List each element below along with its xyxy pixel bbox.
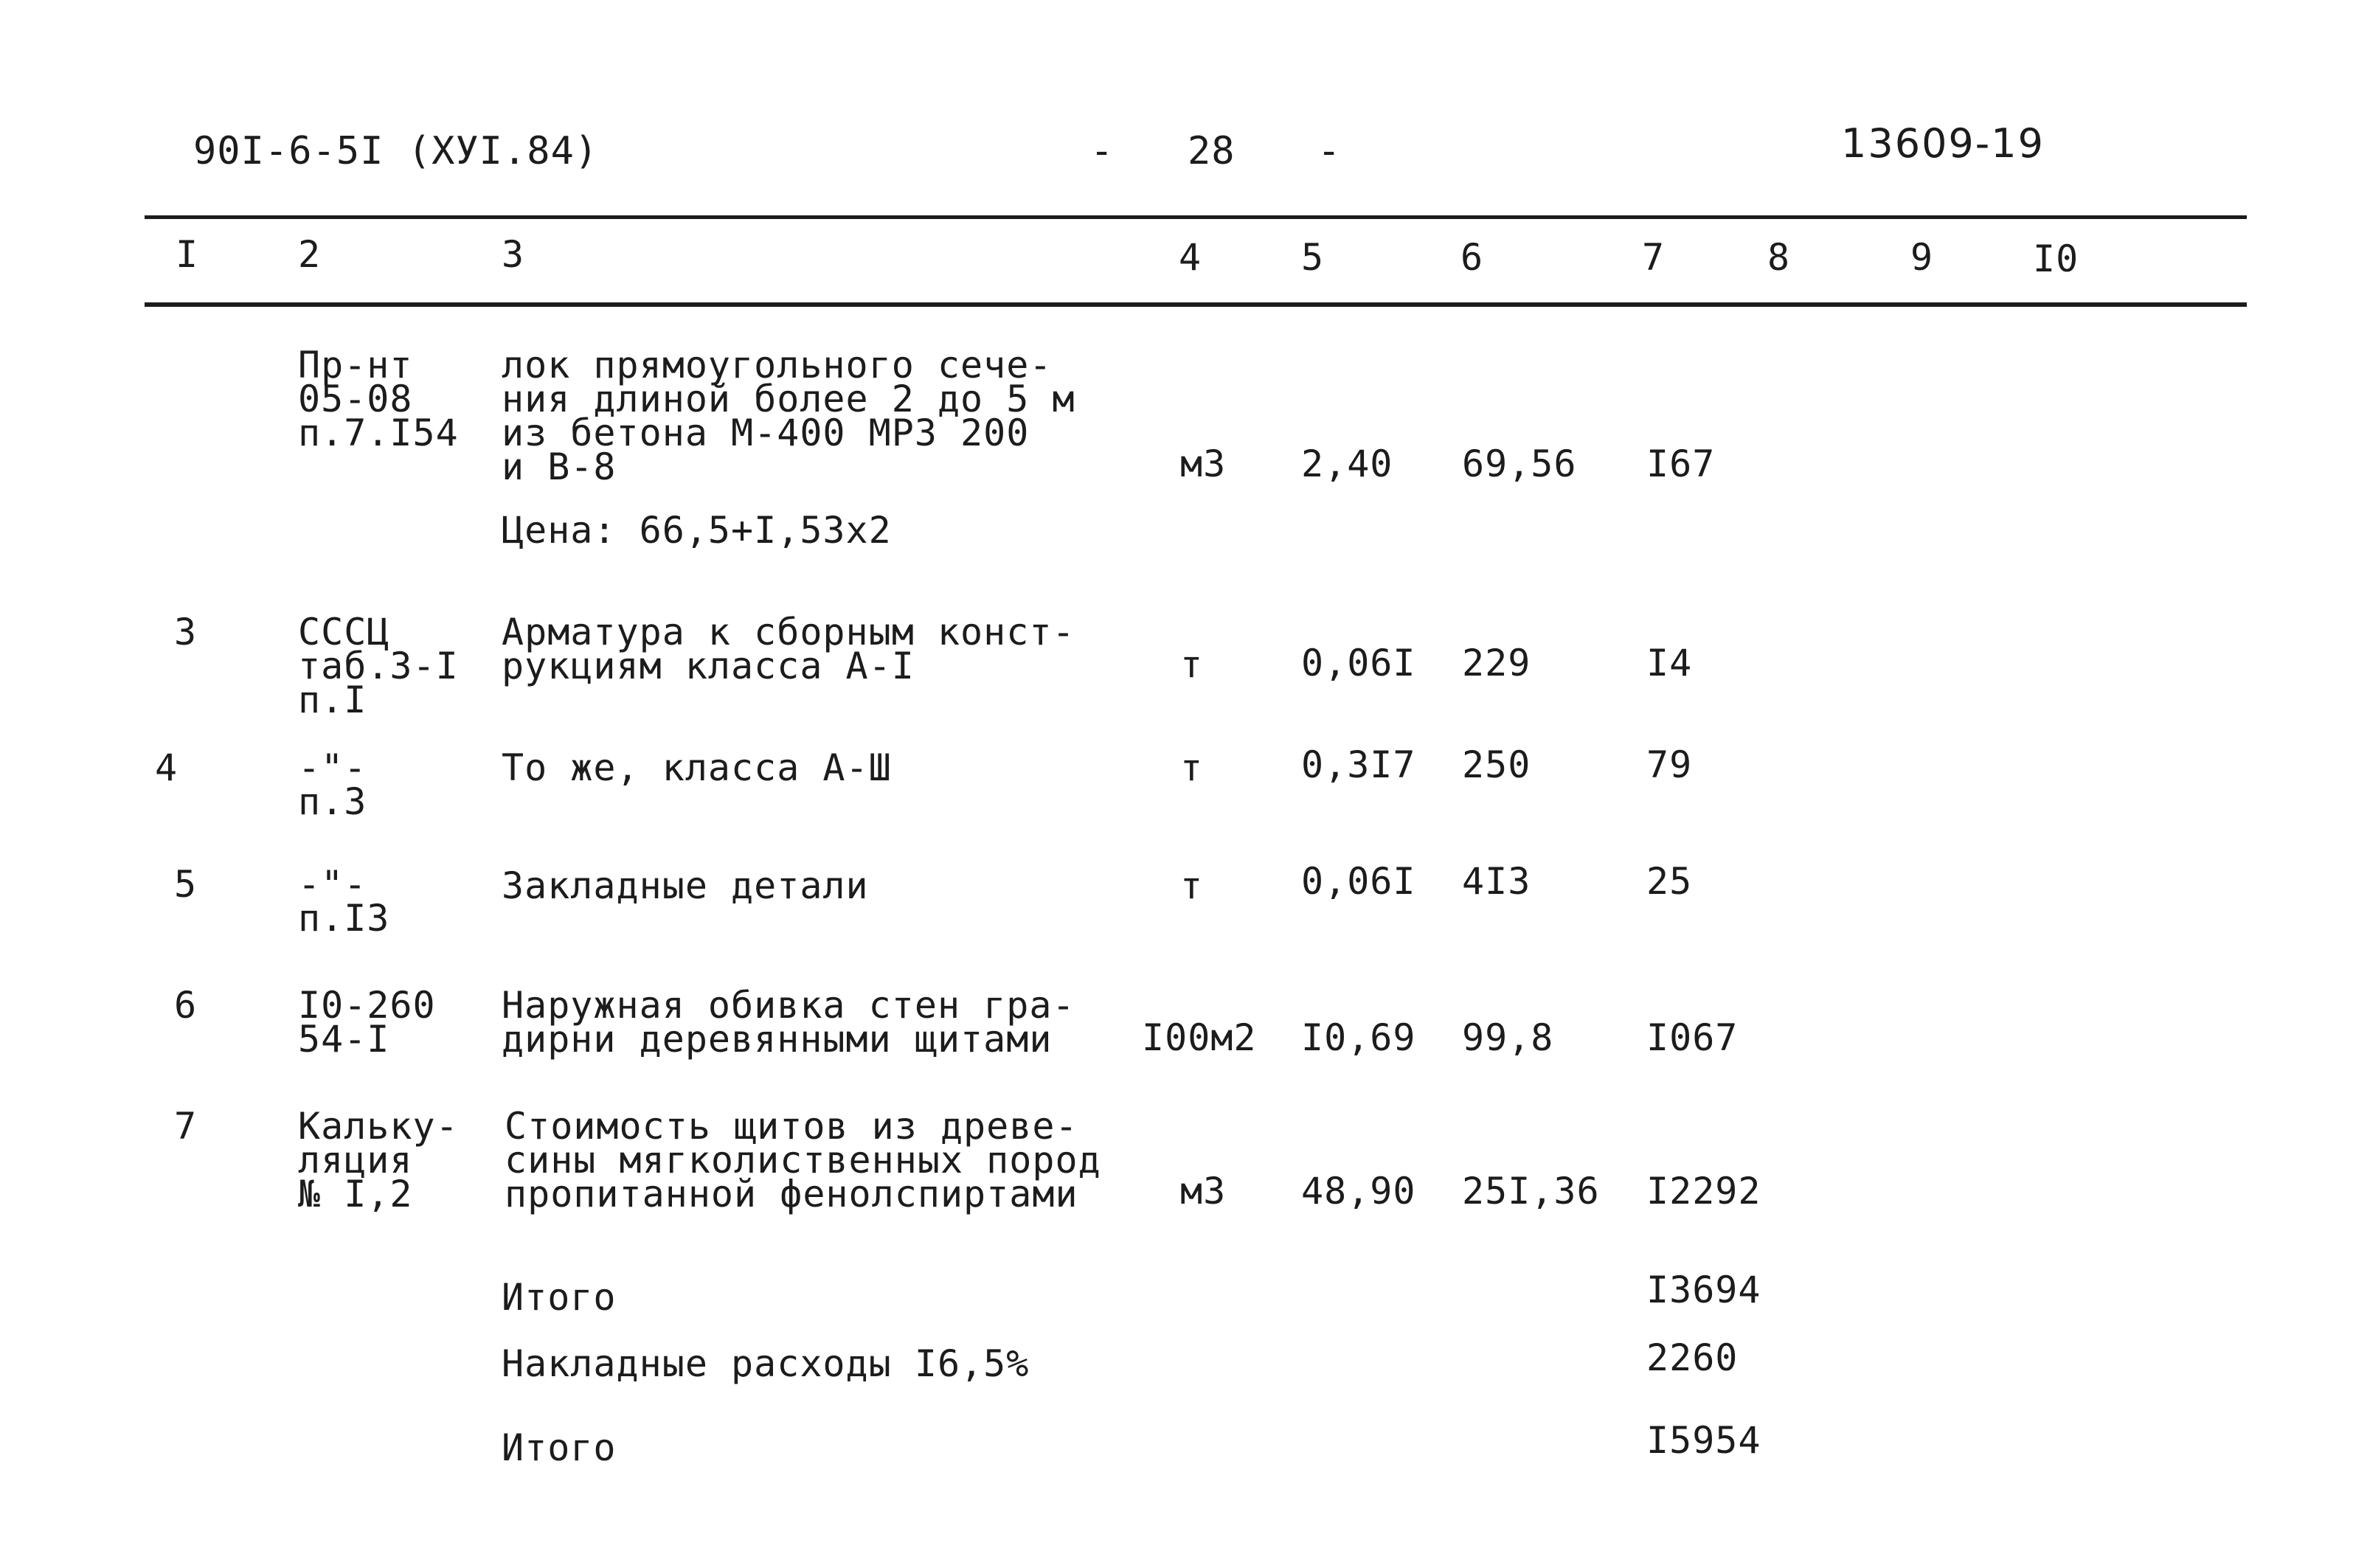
row-2-total: I4	[1646, 642, 1693, 684]
row-4-total: 25	[1646, 860, 1693, 903]
row-6-description: Стоимость щитов из древе- сины мягколиственных пород пропитанной фенолспиртами	[505, 1105, 1101, 1215]
row-6-number: 7	[174, 1105, 198, 1148]
row-3-number: 4	[155, 746, 179, 789]
row-1-unit-price: 69,56	[1462, 443, 1577, 485]
row-6-total: I2292	[1646, 1170, 1761, 1213]
row-2-reference: СССЦ таб.3-I п.I	[298, 611, 459, 721]
row-5-description: Наружная обивка стен гра- дирни деревянными щитами	[502, 984, 1075, 1061]
row-3-description: То же, класса А-Ш	[502, 746, 892, 789]
column-header-1: I	[176, 233, 199, 276]
page-number-dash-left: -	[1090, 129, 1115, 173]
row-1-quantity: 2,40	[1301, 443, 1393, 485]
row-1-reference: Пр-нт 05-08 п.7.I54	[298, 344, 459, 454]
row-4-description: Закладные детали	[502, 864, 869, 907]
row-6-unit-price: 25I,36	[1462, 1170, 1600, 1213]
column-header-9: 9	[1910, 236, 1934, 279]
page-number-dash-right: -	[1317, 129, 1342, 173]
header-top-rule	[145, 215, 2247, 219]
total-value: I5954	[1646, 1419, 1761, 1462]
row-2-unit-price: 229	[1462, 642, 1531, 684]
column-header-5: 5	[1301, 236, 1325, 279]
overhead-label: Накладные расходы I6,5%	[502, 1342, 1030, 1385]
column-header-4: 4	[1179, 236, 1202, 279]
row-4-reference: -"- п.I3	[298, 863, 390, 940]
row-2-number: 3	[174, 611, 198, 653]
document-number: 13609-19	[1841, 120, 2045, 167]
row-3-unit: т	[1180, 746, 1204, 789]
column-header-3: 3	[502, 233, 525, 276]
row-5-quantity: I0,69	[1301, 1016, 1416, 1059]
row-3-quantity: 0,3I7	[1301, 743, 1416, 786]
row-3-total: 79	[1646, 743, 1693, 786]
row-2-description: Арматура к сборным конст- рукциям класса А-I	[502, 611, 1075, 687]
overhead-value: 2260	[1646, 1336, 1739, 1379]
row-1-price-note: Цена: 66,5+I,53х2	[502, 509, 892, 552]
total-label: Итого	[502, 1426, 617, 1469]
column-header-6: 6	[1460, 236, 1484, 279]
row-1-unit: м3	[1180, 443, 1227, 485]
row-2-quantity: 0,06I	[1301, 642, 1416, 684]
document-code: 90I-6-5I (XУI.84)	[193, 129, 599, 173]
column-header-10: I0	[2033, 237, 2079, 280]
row-4-unit: т	[1180, 864, 1204, 907]
column-header-7: 7	[1642, 236, 1666, 279]
subtotal-label: Итого	[502, 1276, 617, 1319]
row-4-quantity: 0,06I	[1301, 860, 1416, 903]
row-1-total: I67	[1646, 443, 1716, 485]
row-5-number: 6	[174, 984, 198, 1027]
row-5-unit: I00м2	[1142, 1016, 1257, 1059]
row-4-number: 5	[174, 863, 198, 906]
row-4-unit-price: 4I3	[1462, 860, 1531, 903]
row-5-reference: I0-260 54-I	[298, 984, 436, 1061]
row-5-unit-price: 99,8	[1462, 1016, 1554, 1059]
row-5-total: I067	[1646, 1016, 1739, 1059]
row-6-reference: Кальку- ляция № I,2	[298, 1105, 459, 1215]
row-6-unit: м3	[1180, 1170, 1227, 1213]
page-number: 28	[1188, 129, 1236, 173]
row-6-quantity: 48,90	[1301, 1170, 1416, 1213]
column-header-2: 2	[298, 233, 322, 276]
row-3-reference: -"- п.3	[298, 746, 367, 823]
row-3-unit-price: 250	[1462, 743, 1531, 786]
row-1-description: лок прямоугольного сече- ния длиной более 2 до 5 м из бетона М-400 МРЗ 200 и В-8	[502, 344, 1075, 488]
header-bottom-rule	[145, 302, 2247, 307]
column-header-8: 8	[1767, 236, 1791, 279]
row-2-unit: т	[1180, 643, 1204, 686]
subtotal-value: I3694	[1646, 1269, 1761, 1311]
